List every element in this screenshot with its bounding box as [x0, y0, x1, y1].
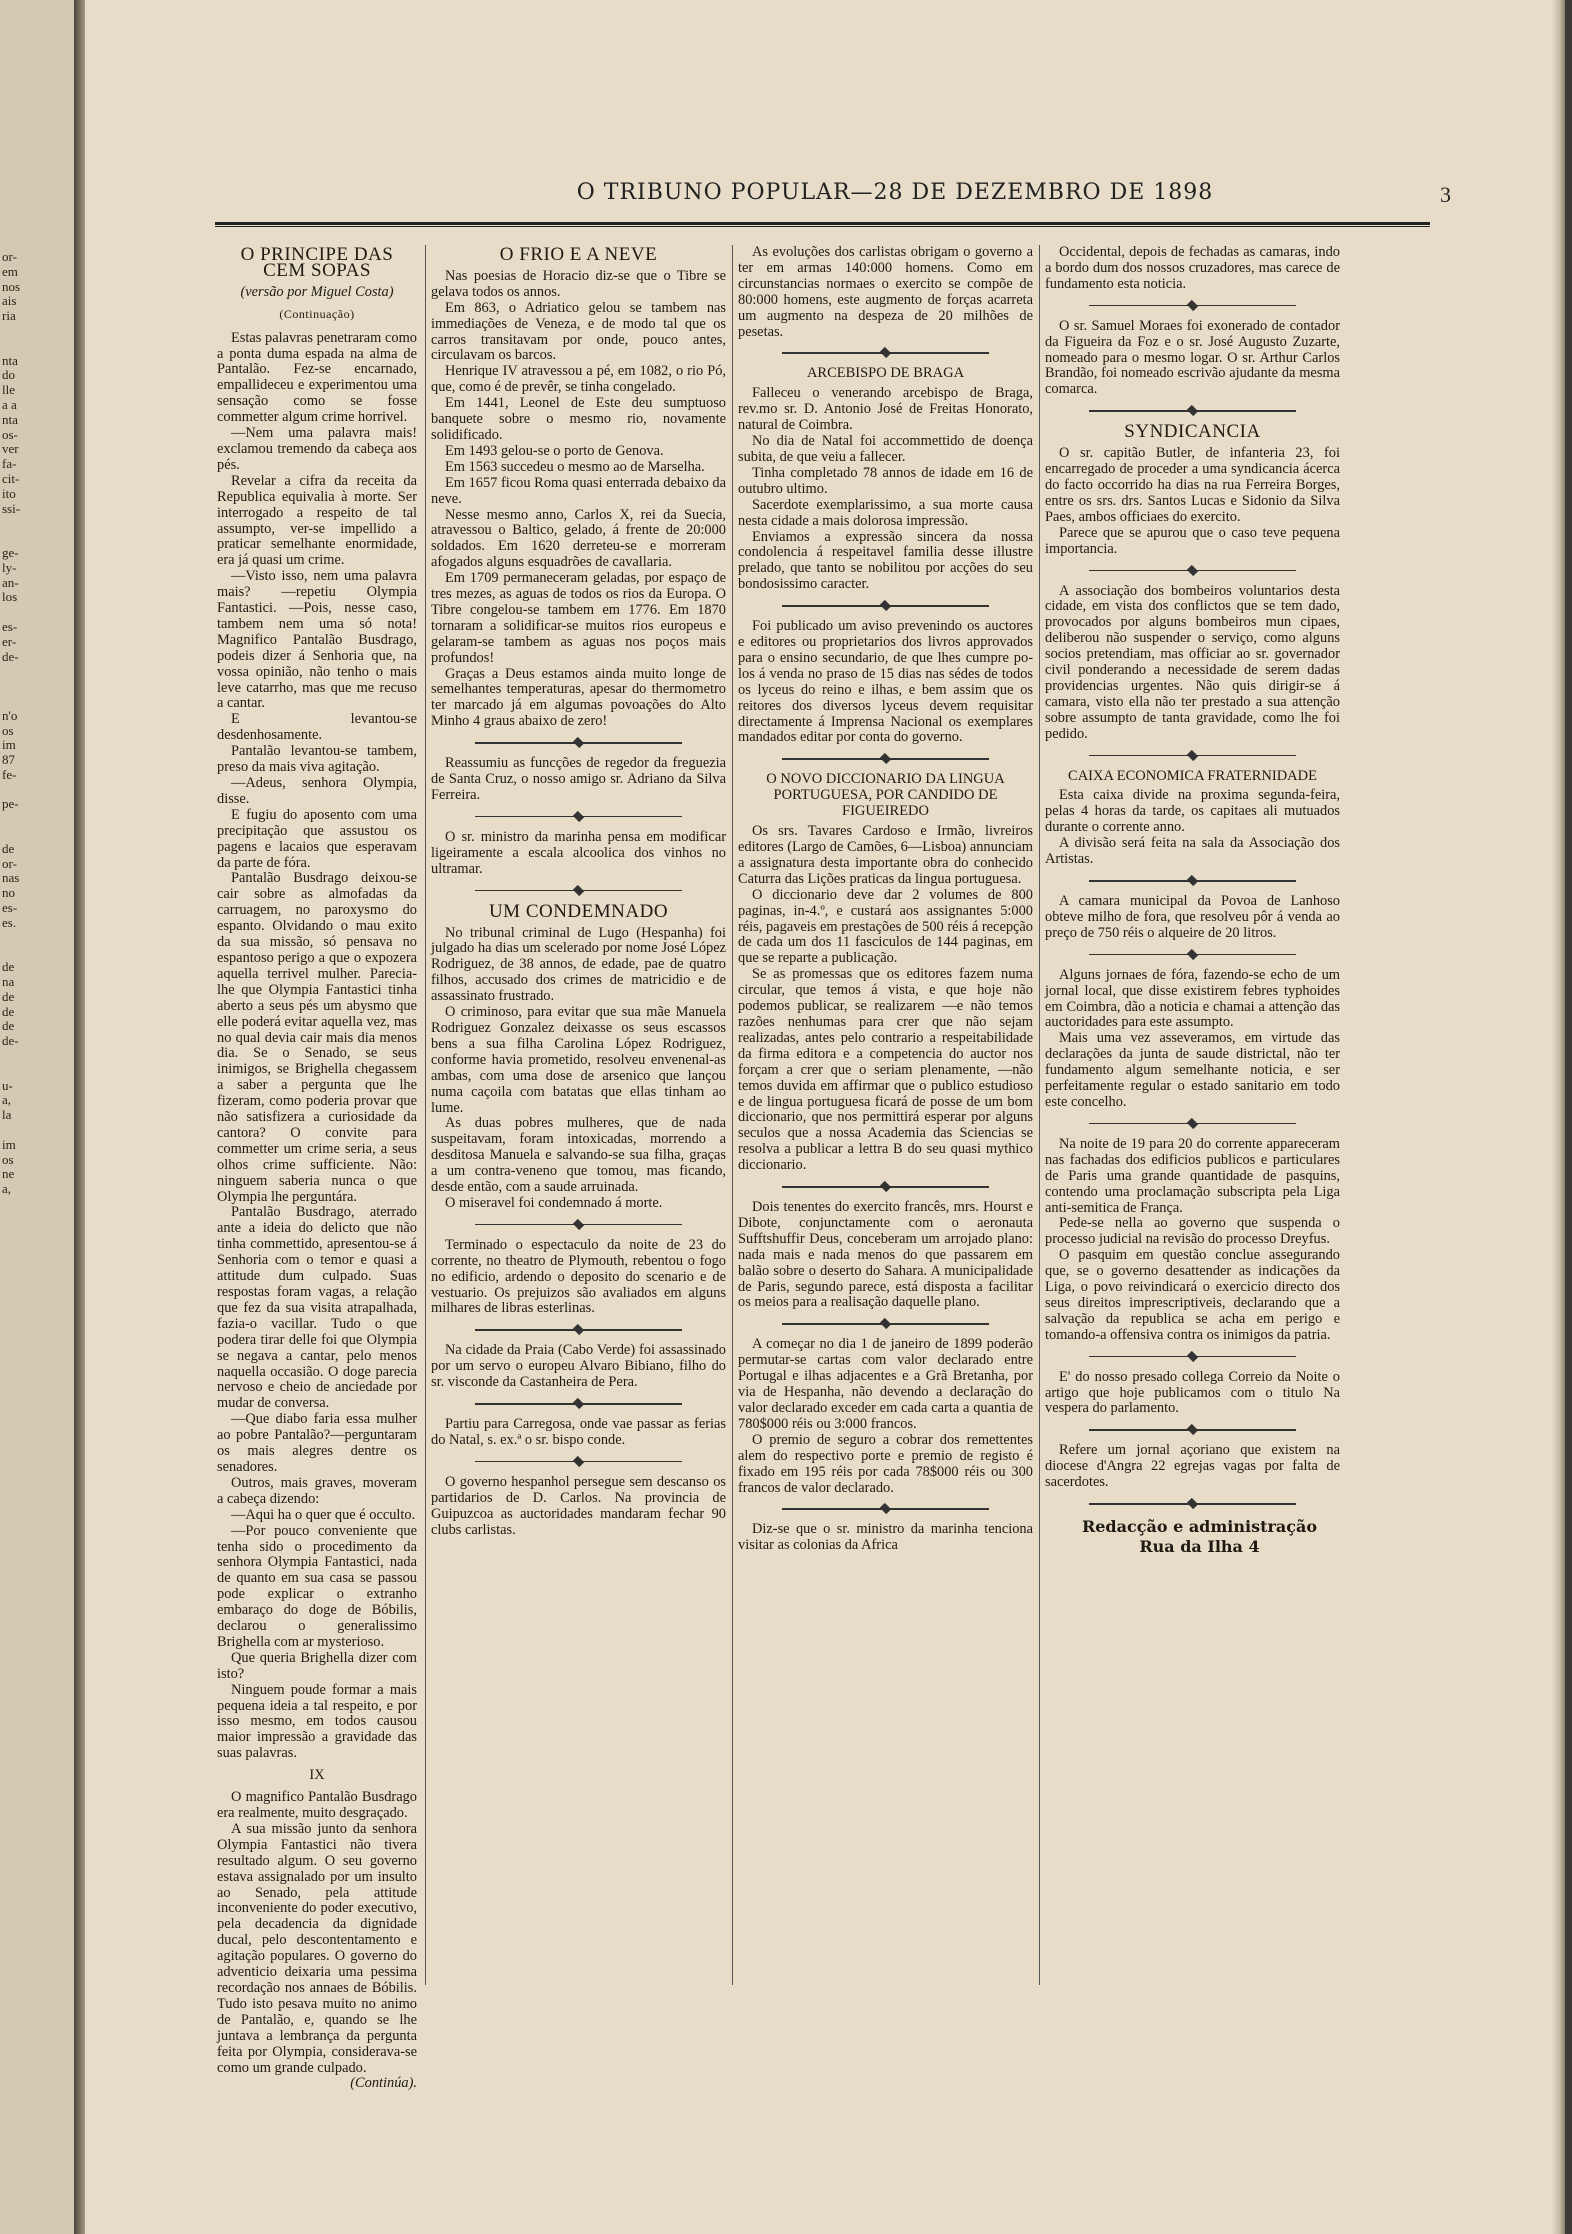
news-item: Pede-se nella ao governo que suspenda o processo judicial na revisão do processo Dreyfus. [1045, 1215, 1340, 1248]
news-item: O pasquim em questão conclue assegurando que, se o governo desattender as indicações da Liga, o povo reivindicará o exercicio directo dos seus direitos imprescriptiveis, declarando que a salvação da republica se acha em perigo e tomando-a offensiva contra os inimigos da patria. [1045, 1247, 1340, 1343]
article-title: O PRINCIPE DAS CEM SOPAS [240, 244, 394, 281]
separator-ornament [782, 1317, 989, 1331]
masthead-rule [215, 222, 1430, 227]
article-title: ARCEBISPO DE BRAGA [806, 365, 965, 382]
news-item: A começar no dia 1 de janeiro de 1899 poderão permutar-se cartas com valor declarado entre Portugal e ilhas adjacentes e a Grã Bretanha, por via de Hespanha, não devendo a declaração do valor declarado exceder em cada carta a quantia de 780$000 réis ou 3:000 francos. [738, 1336, 1033, 1432]
news-item: O premio de seguro a cobrar dos remettentes alem do respectivo porte e premio de registo é fixado em 195 réis por cada 78$000 réis ou 300 francos de valor declarado. [738, 1431, 1033, 1496]
paragraph: Que queria Brighella dizer com isto? [217, 1649, 417, 1682]
news-item: O governo hespanhol persegue sem descanso os partidarios de D. Carlos. Na provincia de Guipuzcoa as auctoridades mandaram fechar 90 clubs carlistas. [431, 1473, 726, 1538]
paragraph: As evoluções dos carlistas obrigam o governo a ter em armas 140:000 homens. Como em circunstancias normaes o exercito se compõe de 80:000 homens, este augmento de forças acarreta um augmento na despeza de 20 milhões de pesetas. [738, 244, 1033, 340]
column-2 [431, 245, 726, 1995]
article-title: UM CONDEMNADO [488, 900, 669, 922]
separator-ornament [782, 1180, 989, 1194]
paragraph: —Visto isso, nem uma palavra mais? —repetiu Olympia Fantastici. —Pois, nesse caso, tambem nem uma só nota! Magnifico Pantalão Busdrago, podeis dizer á Senhoria que, na vossa opinião, não tenho o mais leve catarrho, mas que me recuso a cantar. [217, 568, 417, 712]
paragraph: O magnifico Pantalão Busdrago era realmente, muito desgraçado. [217, 1789, 417, 1821]
paragraph: —Por pouco conveniente que tenha sido o procedimento da senhora Olympia Fantastici, nada de quanto em sua casa se passou pode explicar o extranho embaraço do doge de Bóbilis, declarou o generalissimo Brighella com ar mysterioso. [217, 1522, 417, 1650]
paragraph: A sua missão junto da senhora Olympia Fantastici não tivera resultado algum. O seu governo estava assignalado por um insulto ao Senado, pela attitude inconveniente do poder executivo, pela decadencia da dignidade ducal, pelo descontentamento e agitação populares. O governo do adventicio deixaria uma pessima recordação nos annaes de Bóbilis. Tudo isto pesava muito no animo de Pantalão, e, quando se lhe juntava a lembrança da pergunta feita por Olympia, considerava-se como um grande culpado. [217, 1820, 417, 2076]
news-item: Terminado o espectaculo da noite de 23 do corrente, no theatro de Plymouth, rebentou o fogo no edificio, ardendo o deposito do scenario e de vestuario. Os prejuizos são avaliados em alguns milhares de libras esterlinas. [431, 1236, 726, 1317]
footer-address-line: Rua da Ilha 4 [1139, 1537, 1260, 1557]
column-4 [1045, 245, 1340, 1995]
column-divider [732, 245, 733, 1985]
paragraph: —Aqui ha o quer que é occulto. [231, 1506, 416, 1523]
article-title: O NOVO DICCIONARIO DA LINGUA PORTUGUESA, POR CANDIDO DE FIGUEIREDO [766, 771, 1005, 820]
separator-ornament [782, 599, 989, 613]
paragraph: A divisão será feita na sala da Associação dos Artistas. [1045, 835, 1340, 868]
paragraph: Tinha completado 78 annos de idade em 16 de outubro ultimo. [738, 464, 1033, 497]
paragraph: Pantalão Busdrago, aterrado ante a ideia do delicto que não tinha commettido, apresentou-se á Senhoria com o temor e quasi a attitude dum culpado. Suas respostas foram vagas, a relação que fez da sua visita atrapalhada, fazia-o vacillar. Tudo o que podera tirar delle foi que Olympia se negava a cantar, pelo menos naquella occasião. O doge parecia nervoso e cheio de anciedade por mudar de conversa. [217, 1204, 417, 1412]
paragraph: O diccionario deve dar 2 volumes de 800 paginas, in-4.º, e custará aos assignantes 5:000 réis, pagaveis em prestações de 500 réis á recepção de cada um dos 11 fasciculos de 144 paginas, em que se reparte a publicação. [738, 886, 1033, 967]
column-divider [1039, 245, 1040, 1985]
separator-ornament [475, 1455, 682, 1469]
paragraph: Sacerdote exemplarissimo, a sua morte causa nesta cidade a mais dolorosa impressão. [738, 496, 1033, 529]
separator-ornament [475, 1323, 682, 1337]
separator-ornament [1089, 874, 1296, 888]
paragraph: Ninguem poude formar a mais pequena ideia a tal respeito, e por isso mesmo, em todos causou maior impressão a gravidade das suas palavras. [217, 1681, 417, 1762]
separator-ornament [1089, 948, 1296, 962]
paragraph: E levantou-se desdenhosamente. [217, 711, 417, 744]
news-item: Alguns jornaes de fóra, fazendo-se echo de um jornal local, que disse existirem febres typhoides em Coimbra, dão a noticia e chamai a attenção das auctoridades para este assumpto. [1045, 966, 1340, 1031]
news-item: O sr. ministro da marinha pensa em modificar ligeiramente a escala alcoolica dos vinhos no ultramar. [431, 828, 726, 877]
paragraph: E fugiu do aposento com uma precipitação que assustou os pagens e lacaios que esperavam da parte de fóra. [217, 806, 417, 871]
paragraph: Nas poesias de Horacio diz-se que o Tibre se gelava todos os annos. [431, 267, 726, 300]
separator-ornament [1089, 1350, 1296, 1364]
paragraph: Graças a Deus estamos ainda muito longe de semelhantes temperaturas, apesar do thermometro ter marcado já em algumas povoações do Alto Minho 4 graus abaixo de zero! [431, 665, 726, 730]
separator-ornament [782, 1502, 989, 1516]
paragraph: O miseravel foi condemnado á morte. [445, 1194, 663, 1211]
news-item: Refere um jornal açoriano que existem na diocese d'Angra 22 egrejas vagas por falta de sacerdotes. [1045, 1442, 1340, 1491]
separator-ornament [1089, 749, 1296, 763]
news-item: A associação dos bombeiros voluntarios desta cidade, em vista dos conflictos que se tem dado, provocados por alguns bombeiros mun cipaes, deliberou não suspender o serviço, como alguns socios pretendiam, mas officiar ao sr. governador civil ponderando a necessidade de serem dadas providencias urgentes. Não quis dirigir-se á camara, visto ella não ter prestado a sua attenção sobre assumpto de tanta gravidade, como lhe foi pedido. [1045, 582, 1340, 742]
previous-page-margin [0, 0, 78, 2234]
separator-ornament [475, 810, 682, 824]
chapter-number: IX [309, 1767, 325, 1784]
paragraph: Nesse mesmo anno, Carlos X, rei da Suecia, atravessou o Baltico, gelado, á frente de 20:000 soldados. Em 1620 derreteu-se e morreram afogados alguns esquadrões de cavallaria. [431, 506, 726, 571]
paragraph: Enviamos a expressão sincera da nossa condolencia á respeitavel familia desse illustre prelado, que tanto se nobilitou por acções do seu bondosissimo caracter. [738, 528, 1033, 593]
paragraph: —Adeus, senhora Olympia, disse. [217, 775, 417, 807]
news-item: Na noite de 19 para 20 do corrente appareceram nas fachadas dos edificios publicos e particulares de Paris uma grande quantidade de pasquins, contendo uma proclamação subscripta pela Liga anti-semitica de França. [1045, 1135, 1340, 1216]
paragraph: Occidental, depois de fechadas as camaras, indo a bordo dum dos nossos cruzadores, mas carece de fundamento esta noticia. [1045, 244, 1340, 292]
paragraph: Falleceu o venerando arcebispo de Braga, rev.mo sr. D. Antonio José de Freitas Honorato, natural de Coimbra. [738, 385, 1033, 434]
separator-ornament [1089, 1117, 1296, 1131]
separator-ornament [475, 884, 682, 898]
news-item: Dois tenentes do exercito francês, mrs. Hourst e Dibote, conjunctamente com o aeronauta Sufftshuffir Deus, conceberam um arrojado plano: nada mais e nada menos do que passarem em balão sobre o deserto do Sahara. A municipalidade de Paris, segundo parece, está disposta a facilitar os meios para a realisação daquelle plano. [738, 1199, 1033, 1311]
column-divider [425, 245, 426, 1985]
separator-ornament [475, 736, 682, 750]
paragraph: Em 1493 gelou-se o porto de Genova. [445, 442, 664, 459]
paragraph: Os srs. Tavares Cardoso e Irmão, livreiros editores (Largo de Camões, 6—Lisboa) annunciam a assignatura desta importante obra do conhecido Caturra das Lições praticas da lingua portuguesa. [738, 823, 1033, 887]
separator-ornament [1089, 1497, 1296, 1511]
paragraph: Pantalão levantou-se tambem, preso da mais viva agitação. [217, 743, 417, 776]
paragraph: —Que diabo faria essa mulher ao pobre Pantalão?—perguntaram os mais alegres dentre os senadores. [217, 1411, 417, 1475]
paragraph: Em 1709 permaneceram geladas, por espaço de tres mezes, as aguas de todos os rios da Europa. O Tibre congelou-se tambem em 1776. Em 1870 tornaram a solidificar-se muitos rios europeus e gelaram-se tambem as aguas nos poços mais profundos! [431, 570, 726, 666]
news-item: A camara municipal da Povoa de Lanhoso obteve milho de fora, que resolveu pôr á venda ao preço de 750 réis o alqueire de 20 litros. [1045, 893, 1340, 941]
paragraph: Revelar a cifra da receita da Republica equivalia à morte. Ser interrogado a respeito de tal assumpto, ver-se impellido a praticar semelhante enormidade, era já quasi um crime. [217, 472, 417, 569]
separator-ornament [475, 1397, 682, 1411]
paragraph: Pantalão Busdrago deixou-se cair sobre as almofadas da carruagem, no paroxysmo do espanto. Olvidando o mau exito da sua missão, só pensava no espantoso perigo a que o expozera aquella terrivel mulher. Parecia-lhe que Olympia Fantastici tinha aberto a seus pés um abysmo que elle poderá evitar aquella vez, mas no qual devia cair mais dia menos dia. Se o Senado, se seus inimigos, se Brighella chegassem a saber a pergunta que lhe fizeram, como poderia provar que não satisfizera a curiosidade da cantora? O convite para commetter um crime seria, a seus olhos crime sufficiente. Não: ninguem saberia nunca o que Olympia lhe perguntára. [217, 870, 417, 1205]
paragraph: Esta caixa divide na proxima segunda-feira, pelas 4 horas da tarde, os capitaes ali mutuados durante o corrente anno. [1045, 787, 1340, 836]
newspaper-page [85, 0, 1565, 2234]
footer-address-heading: Redacção e administração [1081, 1517, 1318, 1537]
column-3 [738, 245, 1033, 1995]
separator-ornament [1089, 299, 1296, 313]
paragraph: —Nem uma palavra mais! exclamou tremendo da cabeça aos pés. [217, 425, 417, 473]
continua-signoff: (Continúa). [350, 2075, 417, 2092]
news-item: Mais uma vez asseveramos, em virtude das declarações da junta de saude districtal, não ter fundamento algum semelhante noticia, e ser perfeitamente regular o estado sanitario em todo este concelho. [1045, 1030, 1340, 1110]
news-item: O sr. Samuel Moraes foi exonerado de contador da Figueira da Foz e o sr. José Augusto Zuzarte, nomeado para o mesmo logar. O sr. Arthur Carlos Brandão, foi nomeado escrivão ajudante da mesma comarca. [1045, 317, 1340, 398]
paragraph: Outros, mais graves, moveram a cabeça dizendo: [217, 1474, 417, 1507]
news-item: Foi publicado um aviso prevenindo os auctores e editores ou proprietarios dos livros approvados para o ensino secundario, de que lhes cumpre po-los á venda no praso de 15 dias nas sédes de todos os lyceus do reino e ilhas, e bem assim que os reitores dos diversos lyceus devem requisitar directamente á Imprensa Nacional os exemplares mandados editar por conta do governo. [738, 618, 1033, 746]
page-edge [1551, 0, 1565, 2234]
paragraph: No tribunal criminal de Lugo (Hespanha) foi julgado ha dias um scelerado por nome José López Rodriguez, de 38 annos, de edade, pae de quatro filhos, accusado dos crimes de matricidio e de assassinato frustrado. [431, 924, 726, 1005]
paragraph: Henrique IV atravessou a pé, em 1082, o rio Pó, que, como é de prevêr, se tinha congelado. [431, 363, 726, 396]
paragraph: No dia de Natal foi accommettido de doença subita, de que veiu a fallecer. [738, 433, 1033, 465]
masthead-title: O TRIBUNO POPULAR—28 DE DEZEMBRO DE 1898 [576, 180, 1214, 205]
separator-ornament [1089, 564, 1296, 578]
news-item: Partiu para Carregosa, onde vae passar as ferias do Natal, s. ex.ª o sr. bispo conde. [431, 1416, 726, 1448]
paragraph: O sr. capitão Butler, de infanteria 23, foi encarregado de proceder a uma syndicancia ácerca do facto occorrido ha dias na rua Ferreira Borges, entre os srs. drs. Santos Lucas e Sidonio da Silva Paes, ambos officiaes do exercito. [1045, 445, 1340, 525]
separator-ornament [782, 346, 989, 360]
paragraph: O criminoso, para evitar que sua mãe Manuela Rodriguez Gonzalez deixasse os seus escassos bens a sua filha Carolina López Rodriguez, conforme havia prometido, resolveu envenenal-as ambas, com uma dose de arsenico que lançou numa caçoila com batatas que ellas tinham ao lume. [431, 1004, 726, 1116]
separator-ornament [1089, 404, 1296, 418]
continuation-label: (Continuação) [279, 306, 355, 321]
article-title: CAIXA ECONOMICA FRATERNIDADE [1068, 767, 1317, 784]
paragraph: Em 1657 ficou Roma quasi enterrada debaixo da neve. [431, 474, 726, 507]
article-title: SYNDICANCIA [1124, 421, 1261, 443]
paragraph: Em 1441, Leonel de Este deu sumptuoso banquete sobre o mesmo rio, novamente solidificado. [431, 395, 726, 443]
paragraph: Estas palavras penetraram como a ponta duma espada na alma de Pantalão. Fez-se encarnado, empallideceu e experimentou uma sensação como se fosse commetter algum crime horrivel. [217, 329, 417, 426]
article-title: O FRIO E A NEVE [499, 244, 658, 265]
separator-ornament [475, 1218, 682, 1232]
article-byline: (versão por Miguel Costa) [240, 283, 394, 300]
column-1 [217, 244, 417, 2092]
news-item: Diz-se que o sr. ministro da marinha tenciona visitar as colonias da Africa [738, 1521, 1033, 1554]
paragraph: Se as promessas que os editores fazem numa circular, que temos á vista, e que hoje não podemos publicar, se realizarem —e não temos razões nenhumas para crer que não sejam realizadas, antes pelo contrario a respeitabilidade da firma editora e a competencia do auctor nos forçam a crer que o seriam plenamente, —não temos duvida em affirmar que o publico estudioso e de lingua portuguesa ficará de posse de um bom diccionario, que nos permittirá esperar por alguns seculos que a nossa Academia das Sciencias se resolva a publicar a lettra B do seu quasi mythico diccionario. [738, 966, 1033, 1174]
separator-ornament [1089, 1423, 1296, 1437]
news-item: Na cidade da Praia (Cabo Verde) foi assassinado por um servo o europeu Alvaro Bibiano, filho do sr. visconde da Castanheira de Pera. [431, 1342, 726, 1391]
paragraph: Em 863, o Adriatico gelou se tambem nas immediações de Veneza, e de modo tal que os carros transitavam por onde, pouco antes, circulavam os barcos. [431, 299, 726, 364]
separator-ornament [782, 752, 989, 766]
paragraph: Parece que se apurou que o caso teve pequena importancia. [1045, 524, 1340, 557]
page-number: 3 [1440, 182, 1451, 207]
margin-text-fragments: or- em nos ais ria nta do lle a a nta os- ver fa- cit- ito ssi- ge- ly- an- los es- er- de- n'o os im 87 fe- pe- de or- nas no es- es. de na de de de de- u- a, la im os ne a, [2, 249, 21, 1197]
paragraph: As duas pobres mulheres, que de nada suspeitavam, foram intoxicadas, morrendo a desditosa Manuela e salvando-se sua filha, graças a um contra-veneno que tomou, mas ficando, desde então, com a saude arruinada. [431, 1115, 726, 1196]
paragraph: Em 1563 succedeu o mesmo ao de Marselha. [445, 458, 705, 475]
news-item: E' do nosso presado collega Correio da Noite o artigo que hoje publicamos com o titulo Na vespera do parlamento. [1045, 1368, 1340, 1417]
news-item: Reassumiu as funcções de regedor da freguezia de Santa Cruz, o nosso amigo sr. Adriano da Silva Ferreira. [431, 755, 726, 803]
